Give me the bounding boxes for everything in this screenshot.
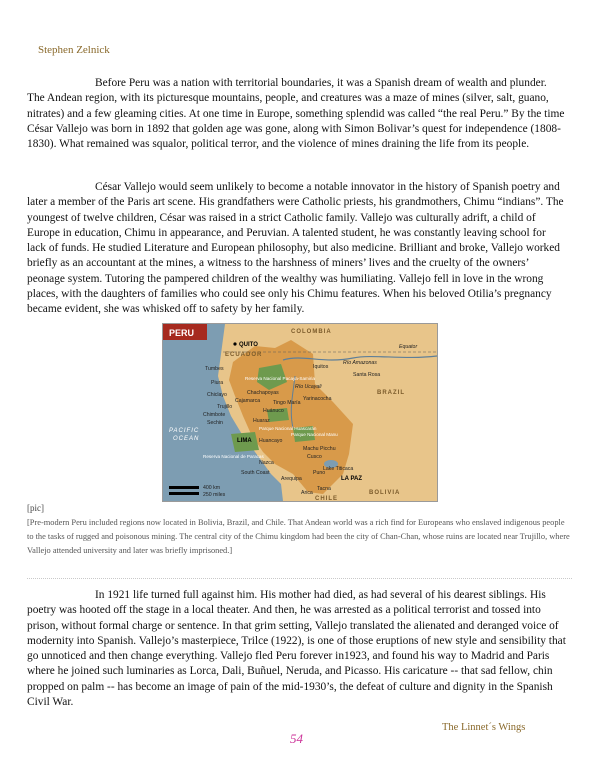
reserve-label-huascaran: Parque Nacional Huascarán [259,426,317,431]
label-ocean: OCEAN [173,436,200,442]
caption-divider [27,578,572,579]
scale-miles: 250 miles [203,492,226,498]
label-bolivia: BOLIVIA [369,490,401,496]
label-ecuador: ECUADOR [225,352,263,358]
reserve-label-paracas: Reserva Nacional de Paracas [203,454,264,459]
city-santa-rosa: Santa Rosa [353,372,381,378]
lake-titicaca: Lake Titicaca [323,466,354,472]
publication-name: The Linnet´s Wings [442,722,526,733]
city-chimbote: Chimbote [203,412,226,418]
river-amazonas: Río Amazonas [343,360,377,366]
city-machu-picchu: Machu Picchu [303,446,336,452]
city-dot [233,342,236,345]
city-sechin: Sechin [207,420,223,426]
city-trujillo: Trujillo [217,404,233,410]
label-pacific: PACIFIC [169,428,200,434]
city-iquitos: Iquitos [313,364,329,370]
city-tacna: Tacna [317,486,331,492]
city-chachapoyas: Chachapoyas [247,390,279,396]
label-brazil: BRAZIL [377,390,405,396]
label-chile: CHILE [315,496,338,501]
peru-map [162,323,438,502]
paragraph-1: Before Peru was a nation with territorial boundaries, it was a Spanish dream of wealth and plunder. The Andean region, with its picturesque mountains, people, and creatures was a maze of mines (silver, salt, guano, nitrates) and a few gleaming cities. At one time in Europe, something splendid was called “the real Peru.” By the time César Vallejo was born in 1892 that golden age was gone, along with Simon Bolivar’s quest for independence (1808-1830). What remained was squalor, political terror, and the violence of mines draining the life from its people. [27,77,565,151]
figure-tag: [pic] [27,503,44,513]
scale-bar-miles [169,492,199,495]
paragraph-2: César Vallejo would seem unlikely to become a notable innovator in the history of Spanish poetry and later a member of the Paris art scene. His grandfathers were Catholic priests, his grandmothers, Chimu “indians”. The youngest of twelve children, César was raised in a strict Catholic family. Vallejo was culturally adrift, a child of Europe in education, Chimu in appearance, and Peruvian. A talented student, he was constantly leaving school for lack of funds. He studied Literature and European philosophy, but also medicine. Brilliant and broke, Vallejo worked briefly as an accountant at the mines, a witness to the harshness of miners’ lives and the cruelty of the owners’ peonage system. Tutoring the pampered children of the wealthy was humiliating. Vallejo fell in love in the wrong places, with the daughters of families who could see only his Chimu features. When his beloved Otilia’s pregnancy became evident, she was whisked off to safety by her family. [27,181,564,316]
city-tumbes: Tumbes [205,366,224,372]
label-colombia: COLOMBIA [291,329,332,335]
city-yarinacocha: Yarinacocha [303,396,332,402]
city-huancayo: Huancayo [259,438,283,444]
reserve-label-pacaya: Reserva Nacional Pacaya-Samiria [245,376,315,381]
city-arequipa: Arequipa [281,476,302,482]
author-name: Stephen Zelnick [38,44,110,56]
city-nazca: Nazca [259,460,274,466]
city-chiclayo: Chiclayo [207,392,227,398]
page-number: 54 [290,731,303,746]
reserve-label-manu: Parque Nacional Manu [291,432,338,437]
scale-km: 400 km [203,485,221,491]
city-puno: Puno [313,470,326,476]
river-ucayali: Río Ucayali [295,384,322,390]
scale-bar-km [169,486,199,489]
peru-map-graphic [163,324,437,501]
city-lima: LIMA [237,438,252,444]
south-coast: South Coast [241,470,270,476]
city-la-paz: LA PAZ [341,476,362,482]
paragraph-3: In 1921 life turned full against him. His mother had died, as had several of his dearest siblings. His poetry was hooted off the stage in a local theater. And then, he was arrested as a political terrorist and tossed into prison, without formal charge or sentence. In that grim setting, Vallejo translated the alienated and deranged voice of modernity into Spanish. Vallejo’s masterpiece, Trilce (1922), is one of those eruptions of new style and sensibility that go unnoticed and then change everything. Vallejo fled Peru forever in1923, and found his way to Madrid and Paris where he joined such luminaries as Lorca, Dali, Buñuel, Neruda, and Picasso. His caricature -- that sad fellow, chin propped on palm -- has become an image of pain of the mid-1930’s, the defeat of culture and dignity in the Spanish Civil War. [27,589,566,709]
label-equator: Equator [399,344,418,350]
city-piura: Piura [211,380,224,386]
city-quito: QUITO [239,342,258,348]
city-tingo-maria: Tingo María [273,400,301,406]
city-arica: Arica [301,490,313,496]
figure-caption: [Pre-modern Peru included regions now located in Bolivia, Brazil, and Chile. That Andean world was a rich find for Europeans who enslaved indigenous people to the tasks of rugged and poisonous mining. The central city of the Chimu kingdom had been the city of Chan-Chan, whose ruins are located near Trujillo, where Vallejo attended university and later was briefly imprisoned.] [27,518,570,555]
city-cusco: Cusco [307,454,322,460]
map-title: PERU [169,328,195,338]
city-huanuco: Huánuco [263,408,284,414]
city-huaraz: Huaraz [253,418,270,424]
city-cajamarca: Cajamarca [235,398,261,404]
